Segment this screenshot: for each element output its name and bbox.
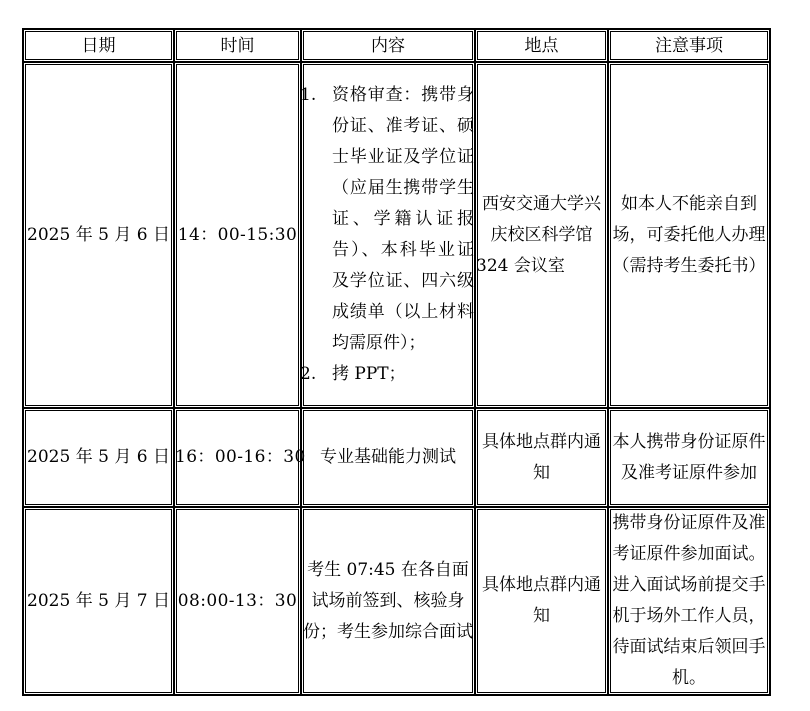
date-cell: 2025 年 5 月 6 日 bbox=[23, 62, 174, 408]
table-header-row bbox=[23, 29, 770, 62]
list-item-number: 2. bbox=[300, 364, 317, 384]
list-item-text: 资格审查：携带身份证、准考证、硕士毕业证及学位证（应届生携带学生证、学籍认证报告）、本科毕业证及学位证、四六级成绩单（以上材料均需原件）； bbox=[332, 85, 474, 353]
location-cell: 具体地点群内通知 bbox=[475, 507, 608, 695]
notes-cell: 携带身份证原件及准考证原件参加面试。进入面试场前提交手机于场外工作人员，待面试结束后领回手机。 bbox=[608, 507, 770, 695]
time-cell: 16：00-16：30 bbox=[174, 408, 301, 507]
header-date: 日期 bbox=[23, 29, 174, 62]
content-cell: 考生 07:45 在各自面试场前签到、核验身份；考生参加综合面试 bbox=[301, 507, 475, 695]
table-row bbox=[23, 62, 770, 408]
schedule-table bbox=[22, 28, 771, 696]
time-cell: 14：00-15:30 bbox=[174, 62, 301, 408]
list-item bbox=[302, 359, 474, 390]
list-item-text: 拷 PPT； bbox=[332, 364, 406, 384]
header-notes: 注意事项 bbox=[608, 29, 770, 62]
content-cell bbox=[301, 62, 475, 408]
header-location: 地点 bbox=[475, 29, 608, 62]
table-row bbox=[23, 408, 770, 507]
notes-cell: 如本人不能亲自到场，可委托他人办理（需持考生委托书） bbox=[608, 62, 770, 408]
content-cell: 专业基础能力测试 bbox=[301, 408, 475, 507]
location-cell: 西安交通大学兴庆校区科学馆 324 会议室 bbox=[475, 62, 608, 408]
header-content: 内容 bbox=[301, 29, 475, 62]
notes-cell: 本人携带身份证原件及准考证原件参加 bbox=[608, 408, 770, 507]
list-item bbox=[302, 80, 474, 359]
location-cell: 具体地点群内通知 bbox=[475, 408, 608, 507]
header-time: 时间 bbox=[174, 29, 301, 62]
requirements-list bbox=[302, 80, 474, 390]
list-item-number: 1. bbox=[300, 85, 317, 105]
time-cell: 08:00-13：30 bbox=[174, 507, 301, 695]
date-cell: 2025 年 5 月 7 日 bbox=[23, 507, 174, 695]
table-row bbox=[23, 507, 770, 695]
date-cell: 2025 年 5 月 6 日 bbox=[23, 408, 174, 507]
